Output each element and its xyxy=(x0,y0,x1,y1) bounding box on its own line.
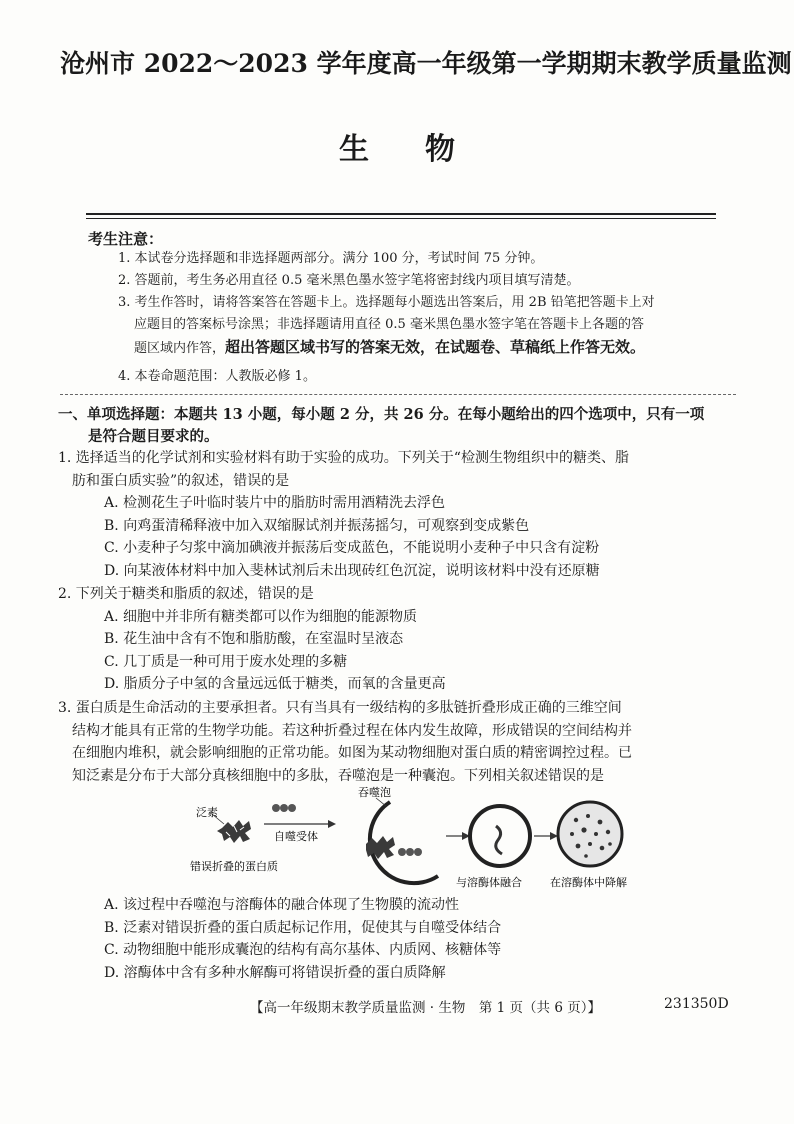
option-a: A. 该过程中吞噬泡与溶酶体的融合体现了生物膜的流动性 xyxy=(104,897,460,913)
fuse-label: 与溶酶体融合 xyxy=(456,876,522,889)
header-rule-thick xyxy=(86,213,716,215)
option-c: C. 小麦种子匀浆中滴加碘液并振荡后变成蓝色，不能说明小麦种子中只含有淀粉 xyxy=(104,540,600,557)
option-d: D. 溶酶体中含有多种水解酶可将错误折叠的蛋白质降解 xyxy=(104,964,446,981)
option-a: A. 检测花生子叶临时装片中的脂肪时需用酒精洗去浮色 xyxy=(104,495,446,512)
arrowhead-icon xyxy=(328,820,336,828)
exam-title: 沧州市 2022～2023 学年度高一年级第一学期期末教学质量监测 xyxy=(60,49,792,78)
question-stem: 知泛素是分布于大部分真核细胞中的多肽，吞噬泡是一种囊泡。下列相关叙述错误的是 xyxy=(72,767,604,784)
subject-char-1: 生 xyxy=(339,132,369,167)
header-rule-thin xyxy=(86,218,716,219)
notice-item: 1. 本试卷分选择题和非选择题两部分。满分 100 分，考试时间 75 分钟。 xyxy=(118,251,544,266)
phagophore-label: 吞噬泡 xyxy=(358,786,391,799)
receptor-label: 自噬受体 xyxy=(274,830,318,843)
option-d: D. 向某液体材料中加入斐林试剂后未出现砖红色沉淀，说明该材料中没有还原糖 xyxy=(104,562,600,579)
option-b: B. 泛素对错误折叠的蛋白质起标记作用，促使其与自噬受体结合 xyxy=(104,919,502,936)
question-stem: 3. 蛋白质是生命活动的主要承担者。只有当具有一级结构的多肽链折叠形成正确的三维空间 xyxy=(58,700,622,716)
section-heading xyxy=(58,404,738,448)
question-2 xyxy=(58,583,748,696)
notice-item: 4. 本卷命题范围：人教版必修 1。 xyxy=(118,369,316,384)
notice-text: 题区域内作答， xyxy=(134,341,226,356)
notice-item: 2. 答题前，考生务必用直径 0.5 毫米黑色墨水签字笔将密封线内项目填写清楚。 xyxy=(118,273,580,288)
section-line: 是符合题目要求的。 xyxy=(88,428,219,445)
option-b: B. 向鸡蛋清稀释液中加入双缩脲试剂并振荡摇匀，可观察到变成紫色 xyxy=(104,517,530,534)
misfolded-protein-icon xyxy=(217,820,251,843)
question-stem: 在细胞内堆积，就会影响细胞的正常功能。如图为某动物细胞对蛋白质的精密调控过程。已 xyxy=(72,745,632,762)
option-c: C. 几丁质是一种可用于废水处理的多糖 xyxy=(104,653,348,670)
question-stem: 结构才能具有正常的生物学功能。若这种折叠过程在体内发生故障，形成错误的空间结构并 xyxy=(72,722,632,739)
notice-item: 应题目的答案标号涂黑；非选择题请用直径 0.5 毫米黑色墨水签字笔在答题卡上各题的答 xyxy=(134,317,644,332)
notice-emphasis: 超出答题区域书写的答案无效，在试题卷、草稿纸上作答无效。 xyxy=(225,338,646,356)
question-stem: 2. 下列关于糖类和脂质的叙述，错误的是 xyxy=(58,586,314,602)
notice-item: 3. 考生作答时，请将答案答在答题卡上。选择题每小题选出答案后，用 2B 铅笔把答题卡上对 xyxy=(118,295,655,310)
subject-heading xyxy=(0,124,794,168)
question-1 xyxy=(58,447,748,583)
misfolded-label: 错误折叠的蛋白质 xyxy=(190,860,278,873)
question-stem: 1. 选择适当的化学试剂和实验材料有助于实验的成功。下列关于“检测生物组织中的糖类、脂 xyxy=(58,450,629,466)
subject-char-2: 物 xyxy=(425,132,455,167)
option-a: A. 细胞中并非所有糖类都可以作为细胞的能源物质 xyxy=(104,608,418,625)
question-stem: 肪和蛋白质实验”的叙述，错误的是 xyxy=(72,472,290,489)
notice-title: 考生注意： xyxy=(88,230,164,248)
paper-code: 231350D xyxy=(664,996,729,1012)
ubiquitin-chain-icon xyxy=(272,804,296,812)
notice-item xyxy=(118,336,718,360)
option-c: C. 动物细胞中能形成囊泡的结构有高尔基体、内质网、核糖体等 xyxy=(104,942,502,959)
page-footer: 【高一年级期末教学质量监测 · 生物 第 1 页（共 6 页）】 xyxy=(250,1000,601,1016)
lysosome-icon xyxy=(558,802,622,866)
degrade-label: 在溶酶体中降解 xyxy=(550,876,627,889)
section-line: 一、单项选择题：本题共 13 小题，每小题 2 分，共 26 分。在每小题给出的四个选项中，只有一项 xyxy=(58,406,705,423)
option-d: D. 脂质分子中氢的含量远远低于糖类，而氧的含量更高 xyxy=(104,676,446,693)
protein-fragment-icon xyxy=(496,826,502,854)
ubiquitin-label: 泛素 xyxy=(196,806,218,819)
autophagy-diagram xyxy=(190,786,710,896)
question-3-options xyxy=(58,894,748,984)
question-3 xyxy=(58,697,748,787)
notice-list xyxy=(118,248,718,388)
option-b: B. 花生油中含有不饱和脂肪酸，在室温时呈液态 xyxy=(104,631,404,648)
label-leader xyxy=(376,798,386,806)
section-divider xyxy=(60,394,736,395)
